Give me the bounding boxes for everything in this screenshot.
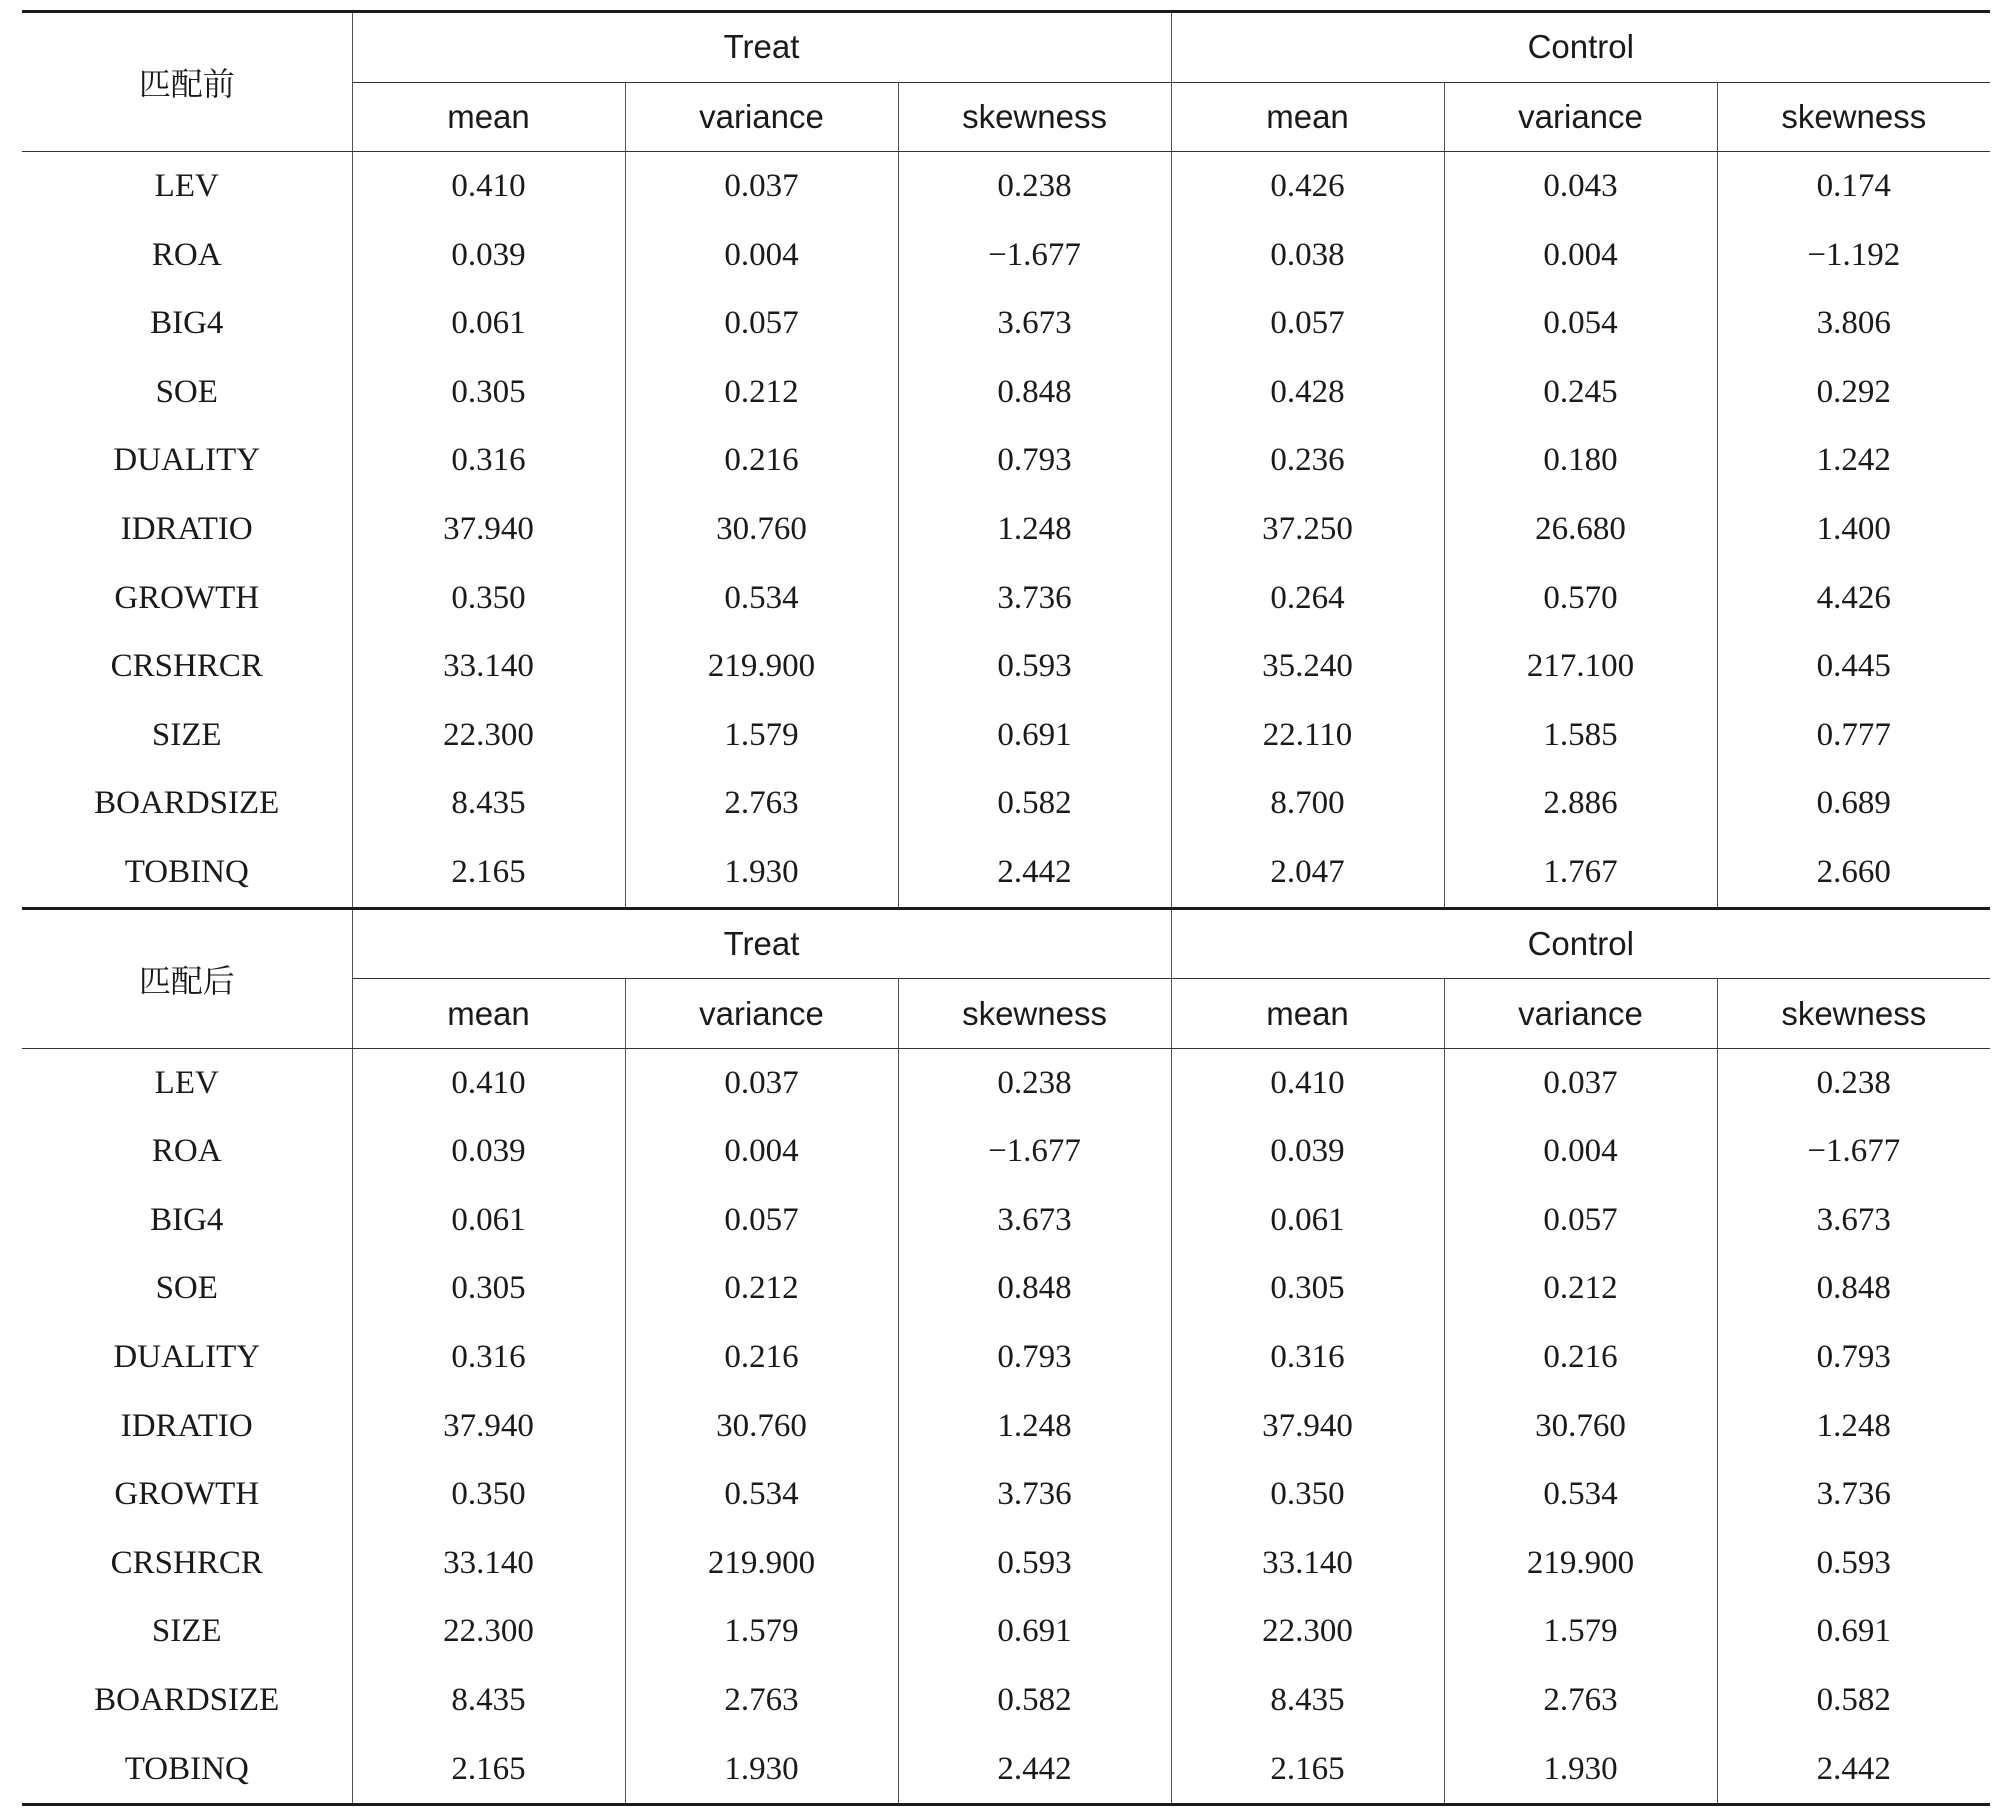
value-cell: 1.585 <box>1444 701 1717 770</box>
value-cell: −1.677 <box>898 221 1171 290</box>
value-cell: 0.216 <box>625 427 898 496</box>
table-row <box>22 1186 1990 1255</box>
value-cell: 30.760 <box>625 495 898 564</box>
value-cell: 0.691 <box>1717 1598 1990 1667</box>
variable-name: BOARDSIZE <box>94 785 280 822</box>
variable-name: SOE <box>155 1270 218 1307</box>
value-cell: 1.930 <box>1444 1735 1717 1805</box>
table-row <box>22 1598 1990 1667</box>
value-cell: 0.238 <box>898 1048 1171 1117</box>
value-cell: 0.038 <box>1171 221 1444 290</box>
table-row <box>22 1323 1990 1392</box>
stat-header-skewness: skewness <box>898 82 1171 152</box>
value-cell: 2.763 <box>1444 1666 1717 1735</box>
value-cell: 33.140 <box>352 632 625 701</box>
value-cell: 1.248 <box>1717 1392 1990 1461</box>
table-row <box>22 564 1990 633</box>
variable-name: TOBINQ <box>124 853 249 890</box>
value-cell: 33.140 <box>352 1529 625 1598</box>
variable-name: CRSHRCR <box>110 1544 263 1581</box>
value-cell: 0.245 <box>1444 358 1717 427</box>
value-cell: 0.305 <box>1171 1255 1444 1324</box>
table-row <box>22 770 1990 839</box>
value-cell: 0.061 <box>352 1186 625 1255</box>
variable-name: BIG4 <box>150 305 224 342</box>
variable-name: IDRATIO <box>120 510 253 547</box>
value-cell: 2.442 <box>898 1735 1171 1805</box>
value-cell: 2.763 <box>625 1666 898 1735</box>
value-cell: 3.806 <box>1717 289 1990 358</box>
value-cell: 0.292 <box>1717 358 1990 427</box>
value-cell: 3.736 <box>898 564 1171 633</box>
value-cell: 3.673 <box>898 1186 1171 1255</box>
variable-name: LEV <box>154 167 219 204</box>
value-cell: 0.212 <box>1444 1255 1717 1324</box>
value-cell: 2.442 <box>898 838 1171 908</box>
value-cell: 8.700 <box>1171 770 1444 839</box>
variable-name: TOBINQ <box>22 1735 352 1805</box>
value-cell: 0.037 <box>625 1048 898 1117</box>
value-cell: 0.582 <box>1717 1666 1990 1735</box>
value-cell: 0.057 <box>1444 1186 1717 1255</box>
value-cell: 0.793 <box>898 427 1171 496</box>
value-cell: 2.165 <box>1171 1735 1444 1805</box>
value-cell: 2.165 <box>352 1735 625 1805</box>
value-cell: 0.061 <box>1171 1186 1444 1255</box>
value-cell: 37.940 <box>1171 1392 1444 1461</box>
value-cell: 0.004 <box>625 1118 898 1187</box>
value-cell: 1.579 <box>1444 1598 1717 1667</box>
stat-header-mean: mean <box>352 82 625 152</box>
section-label: 匹配后 <box>22 908 352 1048</box>
value-cell: 1.930 <box>625 1735 898 1805</box>
value-cell: 0.570 <box>1444 564 1717 633</box>
value-cell: 33.140 <box>1171 1529 1444 1598</box>
variable-name: LEV <box>154 1064 219 1101</box>
table-row <box>22 632 1990 701</box>
value-cell: −1.677 <box>898 1118 1171 1187</box>
value-cell: 1.248 <box>898 1392 1171 1461</box>
group-header-control: Control <box>1171 12 1990 83</box>
value-cell: 0.350 <box>1171 1460 1444 1529</box>
value-cell: 0.043 <box>1444 152 1717 221</box>
value-cell: 0.316 <box>1171 1323 1444 1392</box>
value-cell: 0.593 <box>898 632 1171 701</box>
variable-name: BOARDSIZE <box>94 1682 280 1719</box>
value-cell: 0.534 <box>625 564 898 633</box>
value-cell: 3.673 <box>1717 1186 1990 1255</box>
value-cell: 0.039 <box>1171 1118 1444 1187</box>
value-cell: 8.435 <box>1171 1666 1444 1735</box>
value-cell: 0.039 <box>352 1118 625 1187</box>
value-cell: 0.410 <box>352 152 625 221</box>
table-row <box>22 838 1990 908</box>
value-cell: 2.886 <box>1444 770 1717 839</box>
section-header-row <box>22 12 1990 83</box>
value-cell: 0.593 <box>1717 1529 1990 1598</box>
value-cell: 0.689 <box>1717 770 1990 839</box>
value-cell: 35.240 <box>1171 632 1444 701</box>
value-cell: 0.445 <box>1717 632 1990 701</box>
table-row <box>22 1048 1990 1117</box>
value-cell: 1.579 <box>625 701 898 770</box>
stat-header-mean: mean <box>352 979 625 1049</box>
value-cell: 0.057 <box>625 289 898 358</box>
value-cell: 0.582 <box>898 1666 1171 1735</box>
value-cell: 3.673 <box>898 289 1171 358</box>
value-cell: 0.428 <box>1171 358 1444 427</box>
variable-name: GROWTH <box>114 579 260 616</box>
value-cell: 0.037 <box>625 152 898 221</box>
value-cell: 0.305 <box>352 1255 625 1324</box>
group-header-treat: Treat <box>352 12 1171 83</box>
stat-header-skewness: skewness <box>1717 82 1990 152</box>
table-row <box>22 358 1990 427</box>
table-body <box>22 12 1990 1805</box>
value-cell: 0.180 <box>1444 427 1717 496</box>
stat-header-skewness: skewness <box>898 979 1171 1049</box>
value-cell: 3.736 <box>1717 1460 1990 1529</box>
value-cell: 0.238 <box>898 152 1171 221</box>
value-cell: 0.212 <box>625 1255 898 1324</box>
variable-name: SOE <box>155 373 218 410</box>
value-cell: 2.763 <box>625 770 898 839</box>
value-cell: 0.004 <box>1444 1118 1717 1187</box>
variable-name: BIG4 <box>150 1201 224 1238</box>
table-row <box>22 1255 1990 1324</box>
variable-name: IDRATIO <box>120 1407 253 1444</box>
value-cell: 0.582 <box>898 770 1171 839</box>
value-cell: 0.264 <box>1171 564 1444 633</box>
group-header-treat: Treat <box>352 908 1171 979</box>
value-cell: 26.680 <box>1444 495 1717 564</box>
value-cell: 3.736 <box>898 1460 1171 1529</box>
value-cell: 0.236 <box>1171 427 1444 496</box>
stat-header-skewness: skewness <box>1717 979 1990 1049</box>
table-row <box>22 1529 1990 1598</box>
value-cell: 1.242 <box>1717 427 1990 496</box>
value-cell: 0.057 <box>625 1186 898 1255</box>
value-cell: 22.300 <box>352 701 625 770</box>
value-cell: 1.400 <box>1717 495 1990 564</box>
variable-name: GROWTH <box>114 1476 260 1513</box>
variable-name: ROA <box>151 236 222 273</box>
value-cell: 0.848 <box>898 358 1171 427</box>
value-cell: 0.316 <box>352 427 625 496</box>
value-cell: 2.047 <box>1171 838 1444 908</box>
stat-header-variance: variance <box>625 82 898 152</box>
value-cell: 37.940 <box>352 495 625 564</box>
stat-header-mean: mean <box>1171 979 1444 1049</box>
value-cell: 0.350 <box>352 1460 625 1529</box>
value-cell: 0.061 <box>352 289 625 358</box>
value-cell: 0.793 <box>898 1323 1171 1392</box>
value-cell: 22.110 <box>1171 701 1444 770</box>
value-cell: 1.767 <box>1444 838 1717 908</box>
table-row <box>22 289 1990 358</box>
value-cell: 0.410 <box>1171 1048 1444 1117</box>
value-cell: 0.848 <box>1717 1255 1990 1324</box>
value-cell: 0.212 <box>625 358 898 427</box>
value-cell: 0.004 <box>625 221 898 290</box>
value-cell: 0.305 <box>352 358 625 427</box>
value-cell: 1.930 <box>625 838 898 908</box>
stat-header-variance: variance <box>625 979 898 1049</box>
value-cell: 0.238 <box>1717 1048 1990 1117</box>
table-row <box>22 1392 1990 1461</box>
value-cell: 30.760 <box>625 1392 898 1461</box>
value-cell: 219.900 <box>625 632 898 701</box>
variable-name: DUALITY <box>113 442 261 479</box>
value-cell: 219.900 <box>625 1529 898 1598</box>
value-cell: 217.100 <box>1444 632 1717 701</box>
value-cell: 4.426 <box>1717 564 1990 633</box>
value-cell: 0.777 <box>1717 701 1990 770</box>
value-cell: 0.216 <box>1444 1323 1717 1392</box>
value-cell: 0.848 <box>898 1255 1171 1324</box>
value-cell: 0.426 <box>1171 152 1444 221</box>
value-cell: 0.534 <box>625 1460 898 1529</box>
value-cell: 30.760 <box>1444 1392 1717 1461</box>
section-label: 匹配前 <box>22 12 352 152</box>
value-cell: 0.054 <box>1444 289 1717 358</box>
value-cell: 0.534 <box>1444 1460 1717 1529</box>
value-cell: 22.300 <box>352 1598 625 1667</box>
value-cell: 1.579 <box>625 1598 898 1667</box>
value-cell: 0.593 <box>898 1529 1171 1598</box>
stat-header-mean: mean <box>1171 82 1444 152</box>
table-row <box>22 701 1990 770</box>
table-row <box>22 1735 1990 1805</box>
value-cell: −1.677 <box>1717 1118 1990 1187</box>
value-cell: 37.940 <box>352 1392 625 1461</box>
table-row <box>22 1666 1990 1735</box>
value-cell: 0.174 <box>1717 152 1990 221</box>
value-cell: 0.004 <box>1444 221 1717 290</box>
stat-header-variance: variance <box>1444 979 1717 1049</box>
table-row <box>22 495 1990 564</box>
value-cell: 1.248 <box>898 495 1171 564</box>
table-row <box>22 221 1990 290</box>
variable-name: SIZE <box>151 1613 222 1650</box>
table-row <box>22 152 1990 221</box>
value-cell: 0.039 <box>352 221 625 290</box>
matching-balance-table <box>22 10 1990 1806</box>
table-row <box>22 1118 1990 1187</box>
value-cell: 0.350 <box>352 564 625 633</box>
value-cell: 0.410 <box>352 1048 625 1117</box>
stat-header-variance: variance <box>1444 82 1717 152</box>
value-cell: 2.165 <box>352 838 625 908</box>
value-cell: 0.691 <box>898 701 1171 770</box>
variable-name: CRSHRCR <box>110 648 263 685</box>
variable-name: DUALITY <box>113 1339 261 1376</box>
section-header-row <box>22 908 1990 979</box>
variable-name: ROA <box>151 1133 222 1170</box>
value-cell: 0.316 <box>352 1323 625 1392</box>
group-header-control: Control <box>1171 908 1990 979</box>
value-cell: 0.216 <box>625 1323 898 1392</box>
value-cell: 8.435 <box>352 1666 625 1735</box>
value-cell: −1.192 <box>1717 221 1990 290</box>
table-row <box>22 427 1990 496</box>
table-row <box>22 1460 1990 1529</box>
value-cell: 8.435 <box>352 770 625 839</box>
value-cell: 0.793 <box>1717 1323 1990 1392</box>
value-cell: 219.900 <box>1444 1529 1717 1598</box>
value-cell: 2.442 <box>1717 1735 1990 1805</box>
value-cell: 0.691 <box>898 1598 1171 1667</box>
variable-name: SIZE <box>151 716 222 753</box>
value-cell: 22.300 <box>1171 1598 1444 1667</box>
value-cell: 37.250 <box>1171 495 1444 564</box>
value-cell: 0.057 <box>1171 289 1444 358</box>
value-cell: 2.660 <box>1717 838 1990 908</box>
value-cell: 0.037 <box>1444 1048 1717 1117</box>
